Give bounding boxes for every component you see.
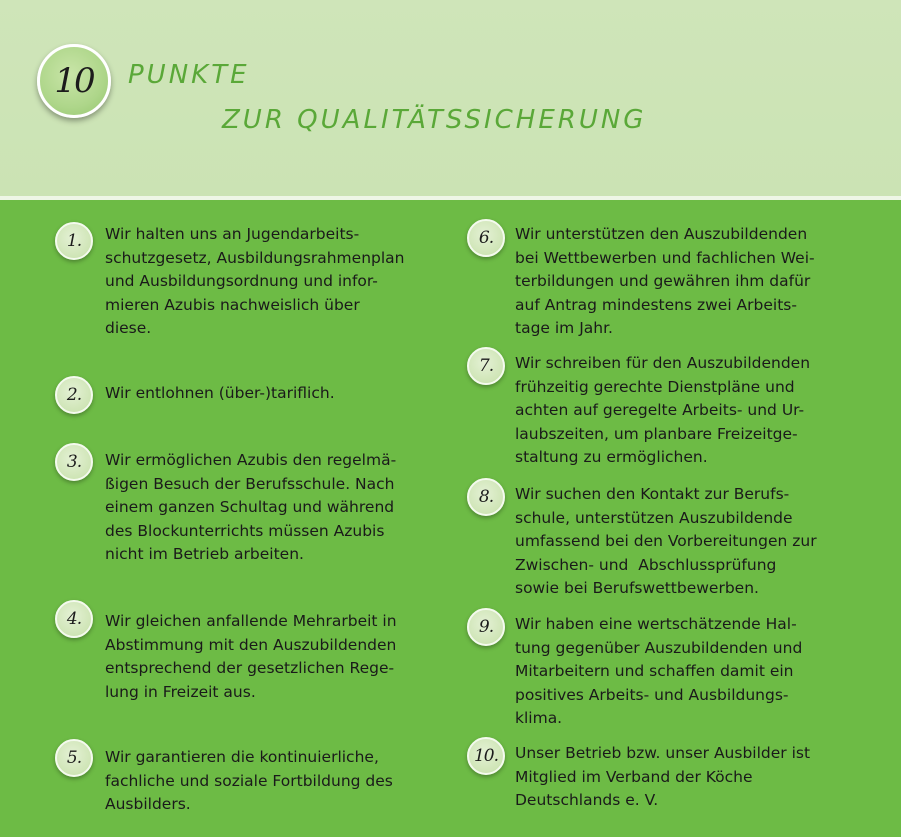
title-line-2: ZUR QUALITÄTSSICHERUNG	[222, 105, 647, 135]
item-text: Wir halten uns an Jugendarbeits- schutzgesetz, Ausbildungsrahmenplan und Ausbildungsordnung und infor- mieren Azubis nachweislich über diese.	[105, 225, 405, 337]
item-text: Wir garantieren die kontinuierliche, fachliche und soziale Fortbildung des Ausbilders.	[105, 748, 393, 813]
item-number-badge: 7.	[467, 347, 505, 385]
item-number-badge: 9.	[467, 608, 505, 646]
item-number-badge: 1.	[55, 222, 93, 260]
header-divider	[0, 196, 901, 200]
item-text: Wir gleichen anfallende Mehrarbeit in Abstimmung mit den Auszubildenden entsprechend der gesetzlichen Rege- lung in Freizeit aus.	[105, 612, 397, 701]
item-text: Wir ermöglichen Azubis den regelmä- ßigen Besuch der Berufsschule. Nach einem ganzen Schultag und während des Blockunterrichts müssen Azubis nicht im Betrieb arbeiten.	[105, 451, 397, 563]
item-number-badge: 4.	[55, 600, 93, 638]
item-number-badge: 6.	[467, 219, 505, 257]
item-text: Wir entlohnen (über-)tariflich.	[105, 384, 335, 402]
item-text: Unser Betrieb bzw. unser Ausbilder ist Mitglied im Verband der Köche Deutschlands e. V.	[515, 744, 811, 809]
header-banner	[0, 0, 901, 196]
item-number-badge: 10.	[467, 737, 505, 775]
item-text: Wir haben eine wertschätzende Hal- tung gegenüber Auszubildenden und Mitarbeitern und schaffen damit ein positives Arbeits- und Ausbildungs- klima.	[515, 615, 803, 727]
item-text: Wir unterstützen den Auszubildenden bei Wettbewerben und fachlichen Wei- terbildungen und gewähren ihm dafür auf Antrag mindestens zwei Arbeits- tage im Jahr.	[515, 225, 815, 337]
badge-number: 10	[54, 61, 94, 101]
item-number-badge: 2.	[55, 376, 93, 414]
number-ten-badge	[37, 44, 111, 118]
item-text: Wir suchen den Kontakt zur Berufs- schule, unterstützen Auszubildende umfassend bei den Vorbereitungen zur Zwischen- und Abschlussprüfung sowie bei Berufswettbewerben.	[515, 485, 817, 597]
item-number-badge: 3.	[55, 443, 93, 481]
title-line-1: PUNKTE	[128, 60, 250, 90]
item-number-badge: 5.	[55, 739, 93, 777]
item-number-badge: 8.	[467, 478, 505, 516]
item-text: Wir schreiben für den Auszubildenden frühzeitig gerechte Dienstpläne und achten auf geregelte Arbeits- und Ur- laubszeiten, um planbare Freizeitge- staltung zu ermöglichen.	[515, 354, 811, 466]
